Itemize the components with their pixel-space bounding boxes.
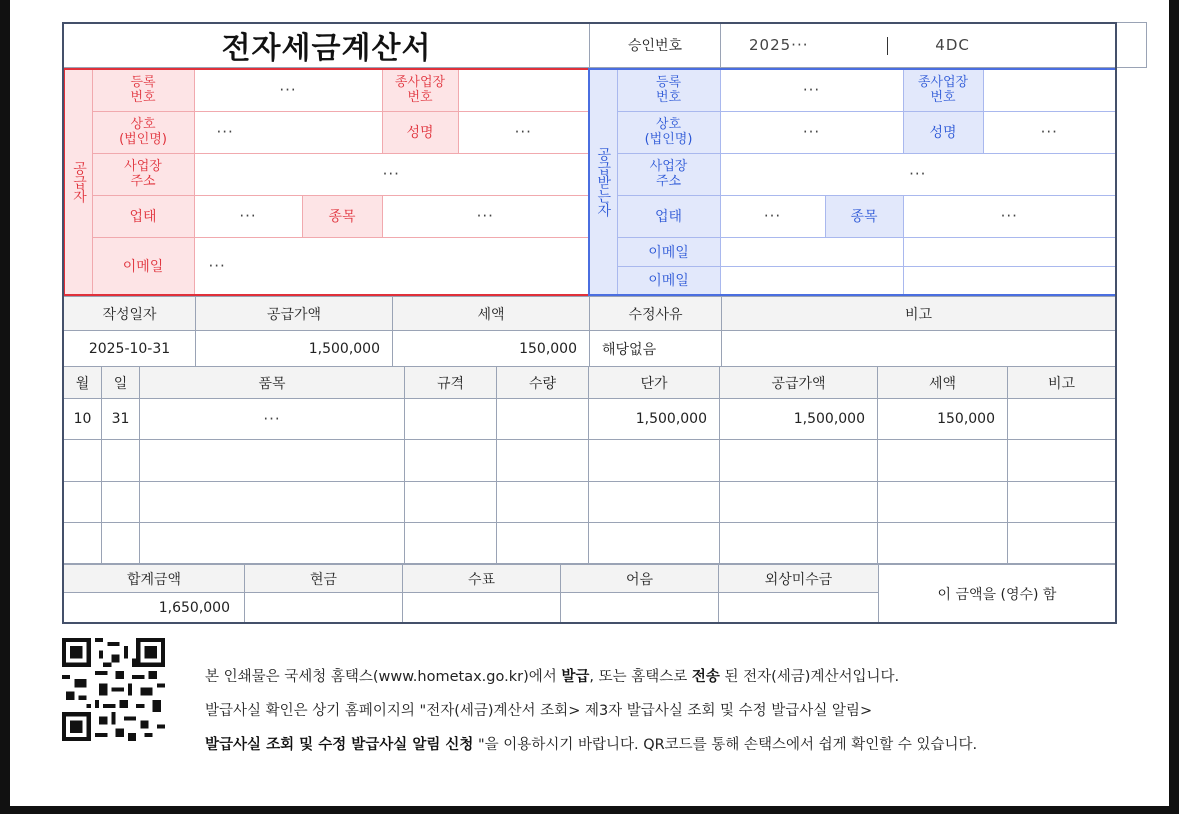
invoice-title: 전자세금계산서: [64, 23, 590, 68]
supplier-reg-value: ···: [194, 69, 382, 111]
totals-header-total: 합계금액: [64, 565, 245, 593]
approval-number: 2025··· 4DC: [721, 23, 1147, 68]
supplier-addr-label: 사업장 주소: [92, 153, 194, 195]
summary-header-reason: 수정사유: [590, 297, 722, 331]
supplier-side-label: 공급자: [64, 69, 92, 295]
scan-edge-right: [1169, 0, 1179, 814]
buyer-reg-value: ···: [720, 69, 903, 111]
buyer-rep-label: 성명: [903, 111, 983, 153]
buyer-item-label: 종목: [825, 195, 903, 237]
total-amount: 1,650,000: [64, 593, 245, 623]
row-tax: 150,000: [878, 399, 1008, 440]
items-header-month: 월: [64, 367, 102, 399]
totals-header-cash: 현금: [245, 565, 403, 593]
approval-label: 승인번호: [590, 23, 721, 68]
buyer-name-value: ···: [720, 111, 903, 153]
invoice-border: [62, 22, 1117, 624]
buyer-type-value: ···: [720, 195, 825, 237]
row-price: 1,500,000: [589, 399, 720, 440]
qr-code-icon: [62, 638, 165, 741]
buyer-side-label: 공급받는자: [589, 69, 617, 295]
footer-line-2: 발급사실 확인은 상기 홈페이지의 "전자(세금)계산서 조회> 제3자 발급사실 조회 및 수정 발급사실 알림>: [205, 703, 873, 719]
supplier-name-value: ···: [194, 111, 382, 153]
supplier-branch-label: 종사업장 번호: [382, 69, 458, 111]
supplier-type-label: 업태: [92, 195, 194, 237]
receipt-text: 이 금액을 (영수) 함: [879, 565, 1116, 623]
items-header-day: 일: [102, 367, 140, 399]
items-header-note: 비고: [1008, 367, 1116, 399]
summary-header-tax: 세액: [393, 297, 590, 331]
items-header-supply: 공급가액: [720, 367, 878, 399]
summary-date: 2025-10-31: [64, 331, 196, 367]
supplier-email-label: 이메일: [92, 237, 194, 295]
summary-reason: 해당없음: [590, 331, 722, 367]
buyer-type-label: 업태: [617, 195, 720, 237]
supplier-item-value: ···: [382, 195, 589, 237]
buyer-email-label-2: 이메일: [617, 266, 720, 295]
supplier-rep-value: ···: [458, 111, 589, 153]
buyer-rep-value: ···: [983, 111, 1116, 153]
row-month: 10: [64, 399, 102, 440]
scan-edge-left: [0, 0, 10, 814]
summary-header-supply: 공급가액: [196, 297, 393, 331]
summary-header-note: 비고: [722, 297, 1116, 331]
buyer-name-label: 상호 (법인명): [617, 111, 720, 153]
row-item: ···: [140, 399, 405, 440]
items-header-qty: 수량: [497, 367, 589, 399]
items-header-tax: 세액: [878, 367, 1008, 399]
supplier-reg-label: 등록 번호: [92, 69, 194, 111]
footer-line-3: 발급사실 조회 및 수정 발급사실 알림 신청 "을 이용하시기 바랍니다. QR코드를 통해 손택스에서 쉽게 확인할 수 있습니다.: [205, 737, 978, 753]
supplier-email-value: ···: [194, 237, 589, 295]
scan-edge-bottom: [0, 806, 1179, 814]
buyer-branch-label: 종사업장 번호: [903, 69, 983, 111]
supplier-name-label: 상호 (법인명): [92, 111, 194, 153]
summary-supply: 1,500,000: [196, 331, 393, 367]
summary-tax: 150,000: [393, 331, 590, 367]
buyer-item-value: ···: [903, 195, 1116, 237]
supplier-addr-value: ···: [194, 153, 589, 195]
items-header-item: 품목: [140, 367, 405, 399]
footer-line-1: 본 인쇄물은 국세청 홈택스(www.hometax.go.kr)에서 발급, 또는 홈택스로 전송 된 전자(세금)계산서입니다.: [205, 669, 900, 685]
supplier-rep-label: 성명: [382, 111, 458, 153]
totals-header-note: 어음: [561, 565, 719, 593]
buyer-addr-value: ···: [720, 153, 1116, 195]
row-day: 31: [102, 399, 140, 440]
items-header-spec: 규격: [405, 367, 497, 399]
buyer-reg-label: 등록 번호: [617, 69, 720, 111]
summary-header-date: 작성일자: [64, 297, 196, 331]
supplier-type-value: ···: [194, 195, 302, 237]
totals-header-check: 수표: [403, 565, 561, 593]
buyer-email-label-1: 이메일: [617, 237, 720, 266]
row-supply: 1,500,000: [720, 399, 878, 440]
items-header-price: 단가: [589, 367, 720, 399]
totals-header-credit: 외상미수금: [719, 565, 879, 593]
supplier-item-label: 종목: [302, 195, 382, 237]
buyer-addr-label: 사업장 주소: [617, 153, 720, 195]
